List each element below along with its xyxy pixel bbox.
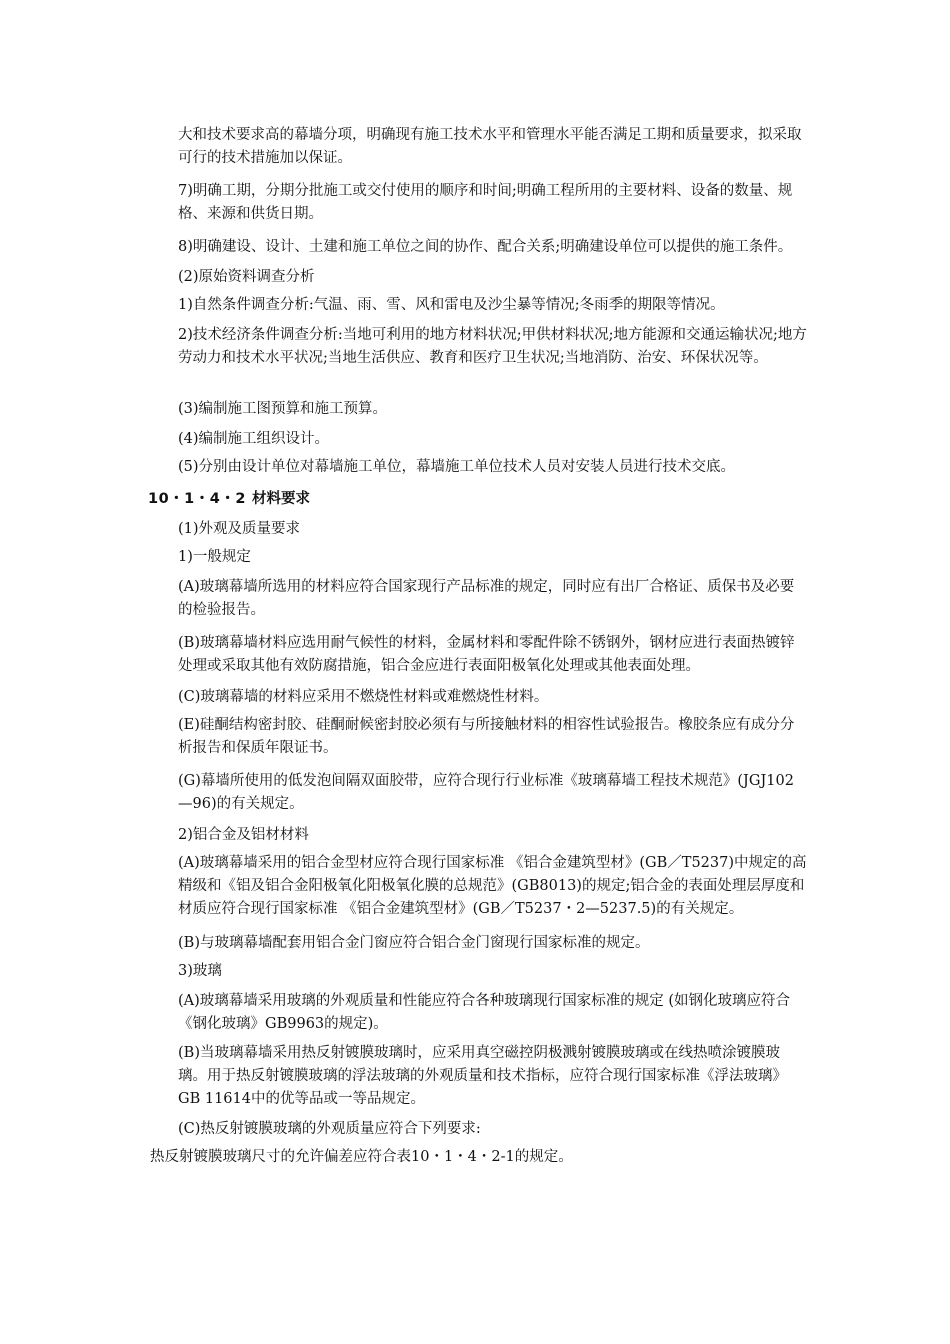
paragraph: (2)原始资料调查分析: [178, 269, 315, 285]
paragraph: 热反射镀膜玻璃尺寸的允许偏差应符合表10・1・4・2-1的规定。: [150, 1149, 573, 1165]
paragraph: (G)幕墙所使用的低发泡间隔双面胶带，应符合现行行业标准《玻璃幕墙工程技术规范》(JGJ102—96)的有关规定。: [178, 773, 794, 812]
paragraph: (B)当玻璃幕墙采用热反射镀膜玻璃时，应采用真空磁控阴极溅射镀膜玻璃或在线热喷涂镀膜玻璃。用于热反射镀膜玻璃的浮法玻璃的外观质量和技术指标，应符合现行国家标准《浮法玻璃》GB 11614中的优等品或一等品规定。: [178, 1045, 787, 1107]
paragraph: (5)分别由设计单位对幕墙施工单位，幕墙施工单位技术人员对安装人员进行技术交底。: [178, 459, 736, 475]
paragraph: 2)技术经济条件调查分析:当地可利用的地方材料状况;甲供材料状况;地方能源和交通运输状况;地方劳动力和技术水平状况;当地生活供应、教育和医疗卫生状况;当地消防、治安、环保状况等。: [178, 327, 807, 366]
section-heading: [148, 488, 310, 511]
paragraph: (C)玻璃幕墙的材料应采用不燃烧性材料或难燃烧性材料。: [178, 689, 549, 705]
paragraph: 1)自然条件调查分析:气温、雨、雪、风和雷电及沙尘暴等情况;冬雨季的期限等情况。: [178, 297, 725, 313]
paragraph: 1)一般规定: [178, 549, 251, 565]
paragraph: (E)硅酮结构密封胶、硅酮耐候密封胶必须有与所接触材料的相容性试验报告。橡胶条应有成分分析报告和保质年限证书。: [178, 717, 795, 756]
paragraph: (C)热反射镀膜玻璃的外观质量应符合下列要求:: [178, 1121, 481, 1137]
section-title: 材料要求: [252, 491, 310, 507]
paragraph: (A)玻璃幕墙所选用的材料应符合国家现行产品标准的规定，同时应有出厂合格证、质保书及必要的检验报告。: [178, 579, 795, 618]
paragraph: (A)玻璃幕墙采用的铝合金型材应符合现行国家标准 《铝合金建筑型材》(GB／T5237)中规定的高精级和《铝及铝合金阳极氧化阳极氧化膜的总规范》(GB8013)的规定;铝合金的表面处理层厚度和材质应符合现行国家标准 《铝合金建筑型材》(GB／T5237・2—5237.5)的有关规定。: [178, 855, 807, 917]
paragraph: 大和技术要求高的幕墙分项，明确现有施工技术水平和管理水平能否满足工期和质量要求，拟采取可行的技术措施加以保证。: [178, 127, 802, 166]
paragraph: 2)铝合金及铝材材料: [178, 827, 309, 843]
paragraph: (4)编制施工组织设计。: [178, 431, 330, 447]
paragraph: 8)明确建设、设计、土建和施工单位之间的协作、配合关系;明确建设单位可以提供的施工条件。: [178, 239, 793, 255]
paragraph: (1)外观及质量要求: [178, 521, 301, 537]
paragraph: (3)编制施工图预算和施工预算。: [178, 401, 388, 417]
paragraph: (B)玻璃幕墙材料应选用耐气候性的材料，金属材料和零配件除不锈钢外，钢材应进行表面热镀锌处理或采取其他有效防腐措施，铝合金应进行表面阳极氧化处理或其他表面处理。: [178, 635, 795, 674]
paragraph: 7)明确工期，分期分批施工或交付使用的顺序和时间;明确工程所用的主要材料、设备的数量、规格、来源和供货日期。: [178, 183, 793, 222]
section-number: 10・1・4・2: [148, 491, 246, 507]
paragraph: (A)玻璃幕墙采用玻璃的外观质量和性能应符合各种玻璃现行国家标准的规定 (如钢化玻璃应符合 《钢化玻璃》GB9963的规定)。: [178, 993, 791, 1032]
paragraph: (B)与玻璃幕墙配套用铝合金门窗应符合铝合金门窗现行国家标准的规定。: [178, 935, 650, 951]
paragraph: 3)玻璃: [178, 963, 222, 979]
